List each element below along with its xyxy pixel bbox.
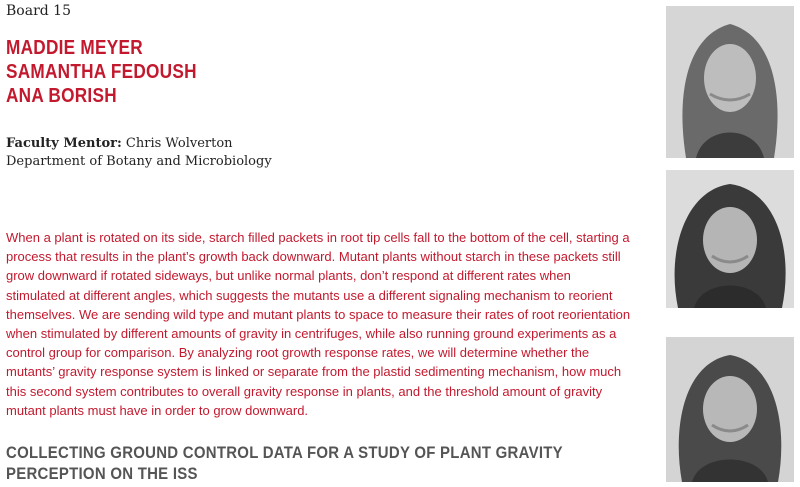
student-name: MADDIE MEYER bbox=[6, 37, 143, 59]
mentor-block bbox=[6, 135, 272, 171]
abstract-text: When a plant is rotated on its side, starch filled packets in root tip cells fall to the bottom of the cell, starting a process that results in the plant’s growth back downward. Mutant plants without starch in these packets still grow downward if rotated sideways, but unlike normal plants, don’t respond at different rates when stimulated at different angles, which suggests the mutants use a different signaling mechanism to reorient themselves. We are sending wild type and mutant plants to space to measure their rates of root reorientation when stimulated by different amounts of gravity in centrifuges, while also running ground experiments as a control group for comparison. By analyzing root growth response rates, we will determine whether the mutants’ gravity response system is linked or separate from the plastid sedimenting mechanism, how much this second system contributes to overall gravity response in plants, and the threshold amount of gravity mutant plants must have in order to grow downward. bbox=[6, 230, 631, 418]
student-name: SAMANTHA FEDOUSH bbox=[6, 61, 197, 83]
student-names bbox=[6, 36, 197, 108]
student-photo-1 bbox=[666, 6, 794, 158]
student-photo-3 bbox=[666, 337, 794, 482]
student-photo-2 bbox=[666, 170, 794, 308]
mentor-name: Chris Wolverton bbox=[125, 136, 233, 151]
mentor-label: Faculty Mentor: bbox=[6, 136, 122, 151]
student-name: ANA BORISH bbox=[6, 85, 117, 107]
mentor-department: Department of Botany and Microbiology bbox=[6, 154, 272, 169]
project-title: COLLECTING GROUND CONTROL DATA FOR A STUDY OF PLANT GRAVITY PERCEPTION ON THE ISS bbox=[6, 443, 563, 483]
board-label: Board 15 bbox=[6, 3, 71, 19]
